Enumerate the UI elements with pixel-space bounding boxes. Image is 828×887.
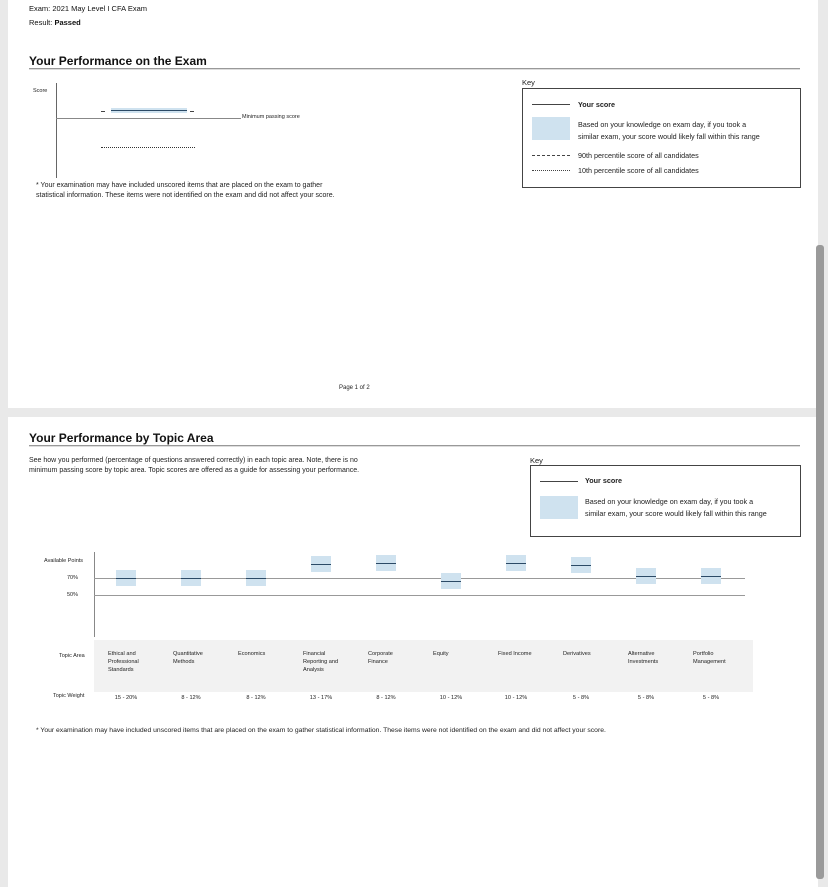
topic-weight: 5 - 8%	[572, 695, 590, 701]
topic-score-mark	[116, 578, 136, 579]
key-90th-swatch	[532, 155, 570, 156]
tenth-percentile-line	[101, 147, 195, 148]
exam-footnote: * Your examination may have included unscored items that are placed on the exam to gather statistical information. These items were not identified on the exam and did not affect your score.	[36, 182, 335, 199]
topic-weight-label: Topic Weight	[53, 693, 85, 699]
key-box	[522, 88, 801, 188]
key2-your-score-swatch	[540, 481, 578, 482]
topic-score-mark	[181, 578, 201, 579]
topic-name	[368, 650, 393, 666]
exam-value: 2021 May Level I CFA Exam	[52, 4, 147, 13]
topic-footnote: * Your examination may have included unscored items that are placed on the exam to gather statistical information. These items were not identified on the exam and did not affect your score.	[36, 727, 606, 734]
exam-label: Exam:	[29, 4, 51, 13]
page-number: Page 1 of 2	[339, 385, 370, 391]
gridline-50	[94, 595, 745, 596]
topic-name-line: Portfolio	[693, 651, 714, 657]
score-axis-label: Score	[33, 88, 48, 94]
topic-name-line: Derivatives	[563, 651, 591, 657]
key-range-text-2: similar exam, your score would likely fall within this range	[578, 132, 760, 141]
topic-score-mark	[246, 578, 266, 579]
topic-weight: 8 - 12%	[181, 695, 201, 701]
topic-name	[303, 650, 338, 674]
topic-name	[498, 650, 532, 658]
topic-weight: 13 - 17%	[309, 695, 333, 701]
topic-score-mark	[636, 576, 656, 577]
available-points-label: Available Points	[44, 558, 84, 564]
result-line	[29, 18, 81, 27]
key-10th-label: 10th percentile score of all candidates	[578, 166, 699, 175]
key2-label: Key	[530, 456, 543, 465]
topic-name	[563, 650, 591, 658]
key-label: Key	[522, 78, 535, 87]
min-passing-label: Minimum passing score	[242, 114, 300, 120]
key-your-score-swatch	[532, 104, 570, 105]
topic-name	[238, 650, 265, 658]
topic-weight: 10 - 12%	[504, 695, 528, 701]
tick-right	[190, 111, 194, 112]
tick-50-label: 50%	[67, 592, 79, 598]
topic-area-label: Topic Area	[59, 653, 85, 659]
topic-intro-1: See how you performed (percentage of questions answered correctly) in each topic area. Note, there is no	[29, 457, 358, 464]
tick-left	[101, 111, 105, 112]
topic-score-mark	[571, 565, 591, 566]
exam-line	[29, 4, 147, 13]
topic-name-line: Ethical and	[108, 651, 136, 657]
topic-name-line: Corporate	[368, 651, 393, 657]
topic-score-mark	[311, 564, 331, 565]
topic-score-mark	[506, 563, 526, 564]
tick-70-label: 70%	[67, 575, 79, 581]
topic-name-line: Management	[693, 659, 726, 665]
topic-name-line: Professional	[108, 659, 139, 665]
result-label: Result:	[29, 18, 53, 27]
topic-strip	[94, 640, 753, 692]
topic-name	[433, 650, 449, 658]
scrollbar[interactable]	[816, 245, 824, 879]
topic-name-line: Standards	[108, 667, 134, 673]
key-range-swatch	[532, 117, 570, 140]
topic-weight: 8 - 12%	[246, 695, 266, 701]
topic-name	[628, 650, 658, 666]
topic-name-line: Reporting and	[303, 659, 339, 665]
topic-weight: 15 - 20%	[114, 695, 138, 701]
report-page-2	[8, 417, 818, 887]
topic-name-line: Economics	[238, 651, 266, 657]
topic-score-mark	[441, 581, 461, 582]
key2-range-swatch	[540, 496, 578, 519]
topic-name-line: Fixed Income	[498, 651, 532, 657]
key2-range-text-2: similar exam, your score would likely fall within this range	[585, 509, 767, 518]
topic-weight: 8 - 12%	[376, 695, 396, 701]
topic-name-line: Investments	[628, 659, 659, 665]
topic-score-mark	[376, 563, 396, 564]
topic-weight: 5 - 8%	[702, 695, 720, 701]
result-value: Passed	[54, 18, 81, 27]
topic-name-line: Equity	[433, 651, 449, 657]
report-page-1	[8, 0, 818, 408]
key-your-score-label: Your score	[578, 100, 616, 109]
topic-score-mark	[701, 576, 721, 577]
topic-name-line: Financial	[303, 651, 326, 657]
your-score-line	[111, 110, 187, 111]
min-passing-line	[56, 118, 241, 119]
section-divider	[29, 68, 800, 70]
topic-name-line: Quantitative	[173, 651, 203, 657]
topic-name	[693, 650, 726, 666]
key2-box	[530, 465, 801, 537]
topic-weight: 10 - 12%	[439, 695, 463, 701]
topic-name	[108, 650, 139, 674]
key2-your-score-label: Your score	[585, 476, 623, 485]
key-10th-swatch	[532, 170, 570, 171]
topic-name-line: Analysis	[303, 667, 324, 673]
topic-name	[173, 650, 203, 666]
topic-section-title: Your Performance by Topic Area	[29, 431, 214, 445]
key-range-text-1: Based on your knowledge on exam day, if you took a	[578, 120, 747, 129]
score-axis	[56, 83, 57, 178]
topic-name-line: Finance	[368, 659, 388, 665]
topic-section-divider	[29, 445, 800, 447]
topic-name-line: Methods	[173, 659, 195, 665]
topic-name-line: Alternative	[628, 651, 655, 657]
topic-weight: 5 - 8%	[637, 695, 655, 701]
exam-section-title: Your Performance on the Exam	[29, 54, 207, 68]
key2-range-text-1: Based on your knowledge on exam day, if you took a	[585, 497, 754, 506]
key-90th-label: 90th percentile score of all candidates	[578, 151, 699, 160]
topic-intro-2: minimum passing score by topic area. Topic scores are offered as a guide for assessing your performance.	[29, 467, 360, 474]
